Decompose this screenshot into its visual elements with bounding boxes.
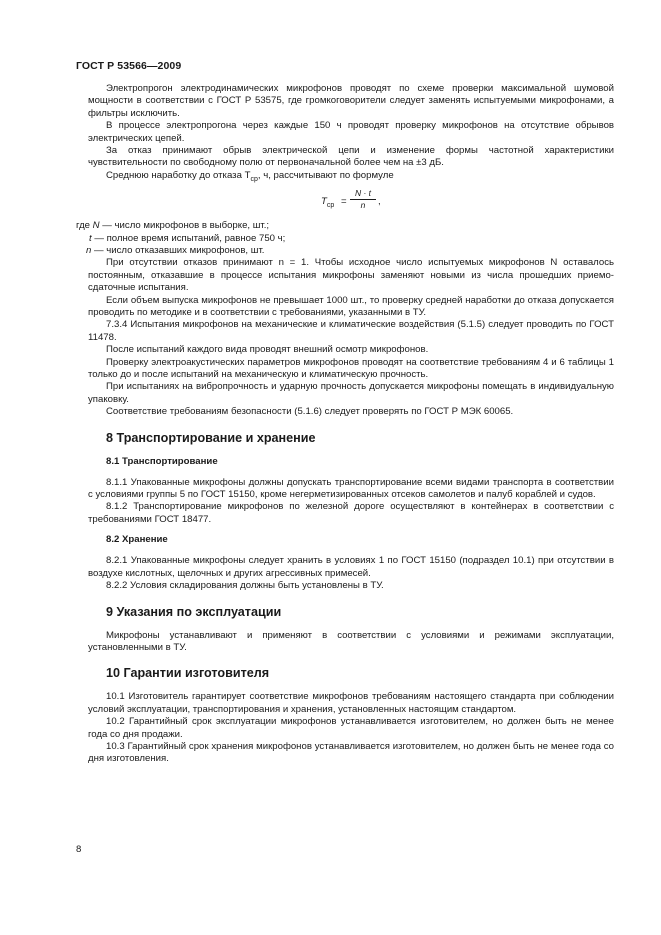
formula xyxy=(88,186,614,220)
paragraph: После испытаний каждого вида проводят внешний осмотр микрофонов. xyxy=(106,344,429,356)
paragraph: Если объем выпуска микрофонов не превышает 1000 шт., то проверку средней наработки до отказа допускается проводить по методике и в соответствии с требованиями, указанными в ТУ. xyxy=(88,294,614,318)
subscript: ср xyxy=(250,175,258,183)
definition-symbol: n xyxy=(86,244,92,256)
formula-denominator: n xyxy=(360,200,366,211)
paragraph: При испытаниях на вибропрочность и ударную прочность допускается микрофоны помещать в индивидуальную упаковку. xyxy=(88,381,614,405)
definition-item xyxy=(76,220,614,232)
paragraph: 8.2.2 Условия складирования должны быть установлены в ТУ. xyxy=(106,580,384,592)
subsection-8-1-heading: 8.1 Транспортирование xyxy=(106,455,218,467)
definition-prefix: где xyxy=(76,220,93,232)
section-10-heading: 10 Гарантии изготовителя xyxy=(106,666,270,681)
definition-symbol: N xyxy=(92,220,100,232)
paragraph: 7.3.4 Испытания микрофонов на механические и климатические воздействия (5.1.5) следует проводить по ГОСТ 11478. xyxy=(88,319,614,343)
paragraph: За отказ принимают обрыв электрической цепи и изменение формы частотной характеристики чувствительности по свободному полю от первоначальной более чем на ±3 дБ. xyxy=(88,145,614,169)
paragraph-formula-intro xyxy=(88,170,614,186)
paragraph: В процессе электропрогона через каждые 150 ч проводят проверку микрофонов на отсутствие обрывов электрических цепей. xyxy=(88,120,614,144)
definition-symbol: t xyxy=(89,232,92,244)
paragraph: Электропрогон электродинамических микрофонов проводят по схеме проверки максимальной шумовой мощности в соответствии с ГОСТ Р 53575, где громкоговорители следует заменять испытуемыми микрофонами, а фильтры исключить. xyxy=(88,83,614,119)
paragraph: 10.3 Гарантийный срок хранения микрофонов устанавливается изготовителем, но должен быть не менее года со дня изготовления. xyxy=(88,740,614,765)
paragraph: Проверку электроакустических параметров микрофонов проводят на соответствие требованиям 4 и 6 таблицы 1 только до и после испытаний на механическую и климатическую прочность. xyxy=(88,356,614,381)
text: , ч, рассчитывают по формуле xyxy=(257,169,394,181)
paragraph: 8.2.1 Упакованные микрофоны следует хранить в условиях 1 по ГОСТ 15150 (подраздел 10.1) при отсутствии в воздухе кислотных, щелочных и других агрессивных примесей. xyxy=(88,555,614,579)
formula-lhs xyxy=(321,196,334,212)
section-9-heading: 9 Указания по эксплуатации xyxy=(106,604,282,619)
paragraph: При отсутствии отказов принимают n = 1. Чтобы исходное число испытуемых микрофонов N оставалось постоянным, отказавшие в процессе испытания микрофоны заменяют новыми из числа прошедших приемо-сдаточные испытания. xyxy=(88,257,614,294)
document-header: ГОСТ Р 53566—2009 xyxy=(76,60,182,72)
section-8-heading: 8 Транспортирование и хранение xyxy=(106,430,316,445)
paragraph: 10.1 Изготовитель гарантирует соответствие микрофонов требованиям настоящего стандарта при соблюдении условий эксплуатации, транспортирования и хранения, установленных настоящим стандартом. xyxy=(88,691,614,715)
paragraph: Микрофоны устанавливают и применяют в соответствии с условиями и режимами эксплуатации, установленными в ТУ. xyxy=(88,629,614,653)
paragraph: 8.1.1 Упакованные микрофоны должны допускать транспортирование всеми видами транспорта в соответствии с условиями группы 5 по ГОСТ 15150, кроме негерметизированных отсеков самолетов и палуб кораблей и судов. xyxy=(88,476,614,501)
page-content xyxy=(76,83,614,766)
subsection-8-2-heading: 8.2 Хранение xyxy=(106,534,168,546)
definition-text: — полное время испытаний, равное 750 ч; xyxy=(91,232,286,244)
formula-fraction xyxy=(350,188,376,211)
definition-item xyxy=(76,233,614,245)
definition-item xyxy=(76,245,614,257)
formula-equals: = xyxy=(341,196,347,208)
page-number: 8 xyxy=(76,844,82,855)
paragraph: Соответствие требованиям безопасности (5.1.6) следует проверять по ГОСТ Р МЭК 60065. xyxy=(106,406,514,418)
paragraph: 8.1.2 Транспортирование микрофонов по железной дороге осуществляют в контейнерах в соответствии с требованиями ГОСТ 18477. xyxy=(88,501,614,525)
formula-symbol: T xyxy=(321,196,327,208)
formula-comma: , xyxy=(378,196,381,208)
paragraph: 10.2 Гарантийный срок эксплуатации микрофонов устанавливается изготовителем, но должен быть не менее года со дня продажи. xyxy=(88,716,614,740)
formula-numerator: N · t xyxy=(350,188,376,200)
text: Среднюю наработку до отказа T xyxy=(106,169,251,181)
formula-subscript: ср xyxy=(326,202,335,210)
definition-text: — число микрофонов в выборке, шт.; xyxy=(99,220,270,232)
definition-text: — число отказавших микрофонов, шт. xyxy=(91,244,265,256)
definitions xyxy=(76,220,614,257)
